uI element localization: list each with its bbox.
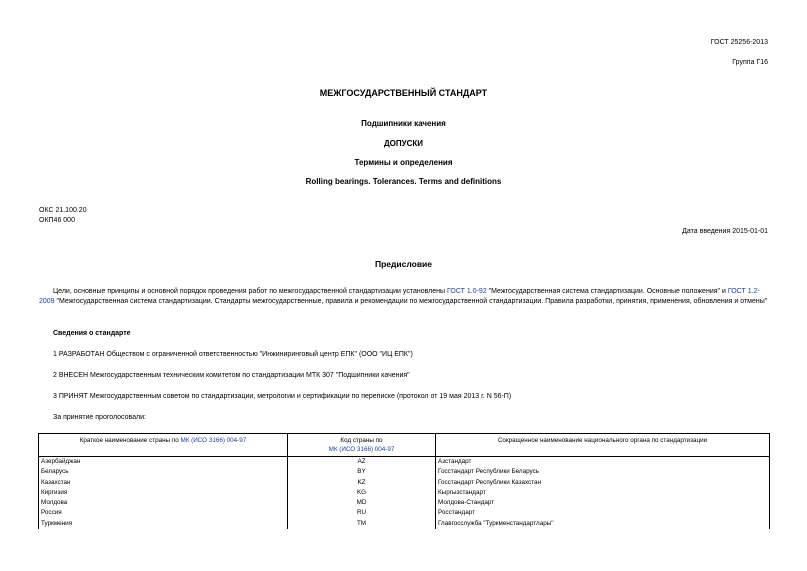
okp-code: ОКП46 000 <box>39 217 75 224</box>
table-row <box>39 478 770 488</box>
foreword-paragraph <box>39 287 769 308</box>
standard-type-title: МЕЖГОСУДАРСТВЕННЫЙ СТАНДАРТ <box>319 88 488 98</box>
country-cell: Беларусь <box>39 467 288 477</box>
table-row <box>39 498 770 508</box>
code-cell: RU <box>288 508 436 518</box>
foreword-text-c: "Межгосударственная система стандартизации. Стандарты межгосударственные, правила и рекомендации по межгосударственной стандартизации. Правила разработки, принятия, применения, обновления и отмены" <box>54 298 768 306</box>
country-cell: Киргизия <box>39 488 288 498</box>
code-cell: BY <box>288 467 436 477</box>
header-country-code <box>288 434 436 457</box>
body-cell: Росстандарт <box>436 508 770 518</box>
body-cell: Кыргызстандарт <box>436 488 770 498</box>
foreword-heading: Предисловие <box>374 259 433 269</box>
country-cell: Туркмения <box>39 519 288 529</box>
voting-countries-table <box>38 433 770 529</box>
body-cell: Госстандарт Республики Беларусь <box>436 467 770 477</box>
body-cell: Молдова-Стандарт <box>436 498 770 508</box>
country-cell: Россия <box>39 508 288 518</box>
code-cell: AZ <box>288 457 436 468</box>
foreword-text-b: "Межгосударственная система стандартизации. Основные положения" и <box>486 288 728 295</box>
english-title: Rolling bearings. Tolerances. Terms and definitions <box>305 177 502 186</box>
table-header-row <box>39 434 770 457</box>
header-country-text: Краткое наименование страны по <box>79 437 181 444</box>
body-cell: Азстандарт <box>436 457 770 468</box>
country-cell: Казахстан <box>39 478 288 488</box>
code-cell: KZ <box>288 478 436 488</box>
oks-code: ОКС 21.100.20 <box>39 207 87 214</box>
code-cell: KG <box>288 488 436 498</box>
code-cell: TM <box>288 519 436 529</box>
subject-title: Подшипники качения <box>361 119 446 128</box>
foreword-text-a: Цели, основные принципы и основной порядок проведения работ по межгосударственной стандартизации установлены <box>53 288 447 295</box>
mk-iso-3166-code-link[interactable]: МК (ИСО 3166) 004-97 <box>328 446 395 453</box>
table-row <box>39 467 770 477</box>
header-code-text: Код страны по <box>340 437 383 444</box>
table-row <box>39 488 770 498</box>
mk-iso-3166-link[interactable]: МК (ИСО 3166) 004-97 <box>180 437 247 444</box>
info-item-developed: 1 РАЗРАБОТАН Обществом с ограниченной ответственностью "Инжиниринговый центр ЕПК" (ООО "ИЦ ЕПК") <box>53 351 413 358</box>
header-country-name <box>39 434 288 457</box>
country-cell: Молдова <box>39 498 288 508</box>
standard-info-heading: Сведения о стандарте <box>53 330 131 337</box>
voted-label: За принятие проголосовали: <box>53 414 146 421</box>
document-number: ГОСТ 25256-2013 <box>710 39 768 46</box>
table-row <box>39 519 770 529</box>
table-row <box>39 508 770 518</box>
gost-1-0-92-link[interactable]: ГОСТ 1.0-92 <box>446 288 487 295</box>
code-cell: MD <box>288 498 436 508</box>
body-cell: Главгосслужба "Туркменстандартлары" <box>436 519 770 529</box>
group-code: Группа Г16 <box>732 59 768 66</box>
info-item-submitted: 2 ВНЕСЕН Межгосударственным техническим комитетом по стандартизации МТК 307 "Подшипники качения" <box>53 372 410 379</box>
topic-title: ДОПУСКИ <box>383 139 424 148</box>
country-cell: Азербайджан <box>39 457 288 468</box>
info-item-adopted: 3 ПРИНЯТ Межгосударственным советом по стандартизации, метрологии и сертификации по переписке (протокол от 19 мая 2013 г. N 56-П) <box>53 393 512 400</box>
header-standards-body: Сокращенное наименование национального органа по стандартизации <box>436 434 770 457</box>
body-cell: Госстандарт Республики Казахстан <box>436 478 770 488</box>
introduction-date: Дата введения 2015-01-01 <box>682 228 768 235</box>
subtopic-title: Термины и определения <box>354 158 453 167</box>
table-row <box>39 457 770 468</box>
gost-1-2-2009-link[interactable]: ГОСТ 1.2-2009 <box>39 288 760 306</box>
